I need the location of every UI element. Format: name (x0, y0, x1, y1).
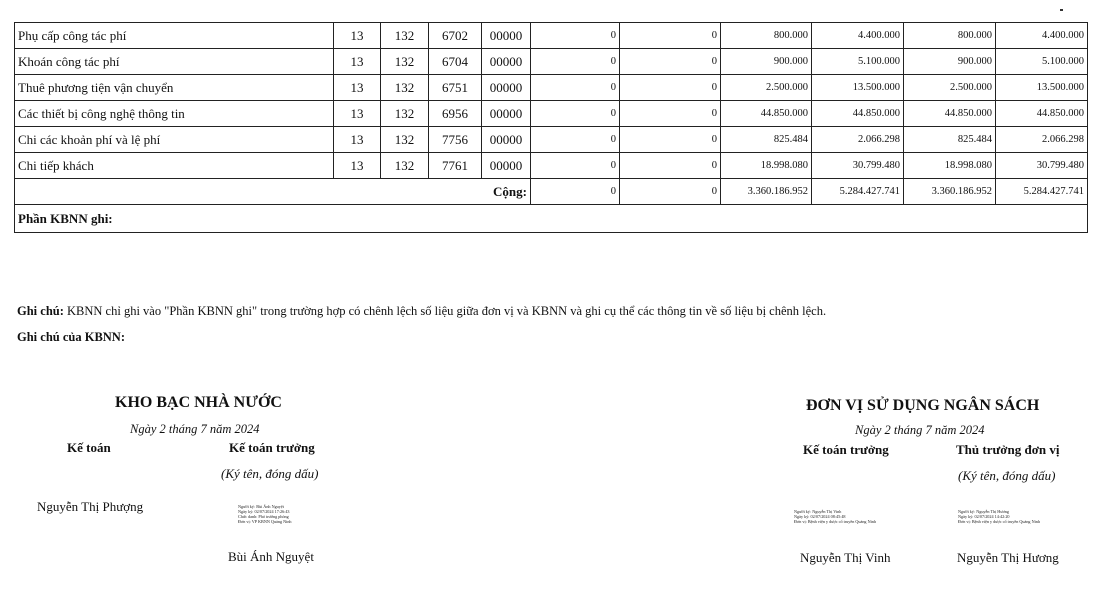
chapter-code-cell: 13 (334, 49, 381, 75)
row-name-cell: Khoán công tác phí (15, 49, 334, 75)
treasury-sign-note: (Ký tên, đóng dấu) (221, 466, 319, 481)
amount-cell: 0 (620, 127, 721, 153)
amount-cell: 900.000 (904, 49, 996, 75)
chapter-code-cell: 13 (334, 23, 381, 49)
unit-role-head: Thủ trưởng đơn vị (956, 442, 1060, 457)
scan-speck (1060, 9, 1063, 11)
table-row (15, 153, 1088, 179)
amount-cell: 2.500.000 (904, 75, 996, 101)
amount-cell: 2.066.298 (996, 127, 1088, 153)
amount-cell: 0 (531, 23, 620, 49)
total-amount-cell: 0 (620, 179, 721, 205)
amount-cell: 0 (531, 153, 620, 179)
kbnn-note-label: Ghi chú của KBNN: (17, 330, 126, 344)
amount-cell: 4.400.000 (996, 23, 1088, 49)
budget-table-body (15, 23, 1088, 233)
amount-cell: 5.100.000 (812, 49, 904, 75)
digital-signature-stamp (794, 509, 876, 524)
treasury-chief-accountant-name: Bùi Ánh Nguyệt (228, 549, 314, 564)
item-code-cell: 132 (381, 23, 429, 49)
stamp-line: Ngày ký: 02/07/2024 17:26:43 (238, 509, 290, 514)
unit-role-chief-accountant: Kế toán trưởng (803, 442, 889, 457)
program-code-cell: 00000 (482, 75, 531, 101)
total-amount-cell: 5.284.427.741 (996, 179, 1088, 205)
amount-cell: 0 (531, 75, 620, 101)
treasury-date: Ngày 2 tháng 7 năm 2024 (130, 422, 260, 436)
item-code-cell: 132 (381, 75, 429, 101)
amount-cell: 30.799.480 (996, 153, 1088, 179)
subitem-code-cell: 7756 (429, 127, 482, 153)
stamp-line: Đơn vị: Bệnh viện y dược cổ truyền Quảng Ninh (958, 519, 1040, 524)
table-row (15, 49, 1088, 75)
program-code-cell: 00000 (482, 49, 531, 75)
amount-cell: 13.500.000 (812, 75, 904, 101)
chapter-code-cell: 13 (334, 101, 381, 127)
unit-date: Ngày 2 tháng 7 năm 2024 (855, 423, 985, 437)
amount-cell: 0 (620, 23, 721, 49)
note-label: Ghi chú: (17, 304, 64, 318)
item-code-cell: 132 (381, 127, 429, 153)
table-row (15, 127, 1088, 153)
amount-cell: 44.850.000 (812, 101, 904, 127)
amount-cell: 0 (620, 153, 721, 179)
amount-cell: 5.100.000 (996, 49, 1088, 75)
item-code-cell: 132 (381, 153, 429, 179)
amount-cell: 4.400.000 (812, 23, 904, 49)
program-code-cell: 00000 (482, 23, 531, 49)
row-name-cell: Chi các khoản phí và lệ phí (15, 127, 334, 153)
subitem-code-cell: 6956 (429, 101, 482, 127)
amount-cell: 0 (531, 127, 620, 153)
stamp-line: Chức danh: Phó trưởng phòng (238, 514, 289, 519)
item-code-cell: 132 (381, 49, 429, 75)
table-row (15, 75, 1088, 101)
unit-chief-accountant-name: Nguyễn Thị Vinh (800, 550, 891, 565)
row-name-cell: Phụ cấp công tác phí (15, 23, 334, 49)
amount-cell: 44.850.000 (996, 101, 1088, 127)
total-label: Cộng: (15, 179, 531, 205)
amount-cell: 900.000 (721, 49, 812, 75)
unit-title: ĐƠN VỊ SỬ DỤNG NGÂN SÁCH (806, 397, 1040, 414)
stamp-line: Ngày ký: 02/07/2024 14:42:20 (958, 514, 1010, 519)
digital-signature-stamp (958, 509, 1040, 524)
stamp-line: Đơn vị: Bệnh viện y dược cổ truyền Quảng Ninh (794, 519, 876, 524)
total-amount-cell: 0 (531, 179, 620, 205)
kbnn-note (17, 330, 125, 345)
digital-signature-stamp (238, 504, 292, 524)
amount-cell: 0 (531, 101, 620, 127)
item-code-cell: 132 (381, 101, 429, 127)
amount-cell: 18.998.080 (904, 153, 996, 179)
stamp-line: Ngày ký: 02/07/2024 08:45:48 (794, 514, 846, 519)
program-code-cell: 00000 (482, 127, 531, 153)
amount-cell: 0 (620, 49, 721, 75)
total-amount-cell: 5.284.427.741 (812, 179, 904, 205)
amount-cell: 13.500.000 (996, 75, 1088, 101)
amount-cell: 800.000 (721, 23, 812, 49)
table-row (15, 101, 1088, 127)
table-row (15, 23, 1088, 49)
amount-cell: 2.500.000 (721, 75, 812, 101)
subitem-code-cell: 7761 (429, 153, 482, 179)
chapter-code-cell: 13 (334, 153, 381, 179)
subitem-code-cell: 6704 (429, 49, 482, 75)
note-text: KBNN chỉ ghi vào "Phần KBNN ghi" trong trường hợp có chênh lệch số liệu giữa đơn vị và KBNN và ghi cụ thể các thông tin về số liệu bị chênh lệch. (63, 304, 827, 318)
row-name-cell: Chi tiếp khách (15, 153, 334, 179)
unit-head-name: Nguyễn Thị Hương (957, 550, 1059, 565)
budget-table (14, 22, 1088, 233)
program-code-cell: 00000 (482, 101, 531, 127)
subitem-code-cell: 6702 (429, 23, 482, 49)
amount-cell: 0 (620, 75, 721, 101)
stamp-line: Người ký: Bùi Ánh Nguyệt (238, 504, 284, 509)
kbnn-section-row (15, 205, 1088, 233)
total-amount-cell: 3.360.186.952 (721, 179, 812, 205)
amount-cell: 18.998.080 (721, 153, 812, 179)
amount-cell: 2.066.298 (812, 127, 904, 153)
amount-cell: 825.484 (721, 127, 812, 153)
chapter-code-cell: 13 (334, 75, 381, 101)
treasury-role-chief-accountant: Kế toán trưởng (229, 440, 315, 455)
treasury-role-accountant: Kế toán (67, 440, 111, 455)
total-amount-cell: 3.360.186.952 (904, 179, 996, 205)
chapter-code-cell: 13 (334, 127, 381, 153)
row-name-cell: Các thiết bị công nghệ thông tin (15, 101, 334, 127)
amount-cell: 0 (620, 101, 721, 127)
row-name-cell: Thuê phương tiện vận chuyển (15, 75, 334, 101)
subitem-code-cell: 6751 (429, 75, 482, 101)
amount-cell: 0 (531, 49, 620, 75)
treasury-title: KHO BẠC NHÀ NƯỚC (115, 394, 282, 411)
stamp-line: Người ký: Nguyễn Thị Hương (958, 509, 1009, 514)
note-line (17, 304, 826, 319)
unit-sign-note: (Ký tên, đóng dấu) (958, 468, 1056, 483)
stamp-line: Đơn vị: VP KBNN Quảng Ninh (238, 519, 292, 524)
amount-cell: 44.850.000 (721, 101, 812, 127)
total-row (15, 179, 1088, 205)
amount-cell: 44.850.000 (904, 101, 996, 127)
stamp-line: Người ký: Nguyễn Thị Vinh (794, 509, 842, 514)
amount-cell: 30.799.480 (812, 153, 904, 179)
amount-cell: 800.000 (904, 23, 996, 49)
program-code-cell: 00000 (482, 153, 531, 179)
amount-cell: 825.484 (904, 127, 996, 153)
kbnn-section-label: Phần KBNN ghi: (15, 205, 1088, 233)
treasury-accountant-name: Nguyễn Thị Phượng (37, 499, 144, 514)
